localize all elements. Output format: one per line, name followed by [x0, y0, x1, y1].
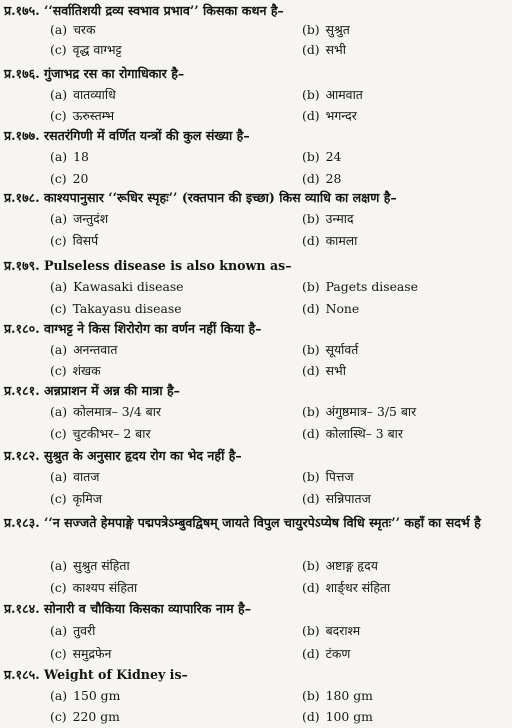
option-d — [302, 40, 346, 59]
option-text: सुश्रुत — [325, 22, 350, 37]
option-b — [302, 621, 360, 640]
question-number: प्र.१८१. — [4, 383, 40, 398]
option-label: (a) — [50, 469, 68, 484]
option-text: शार्ङ्धर संहिता — [325, 580, 391, 595]
question-text — [4, 445, 508, 466]
question-stem: वाग्भट्ट ने किस शिरोरोग का वर्णन नहीं किया है– — [43, 321, 262, 336]
option-text: जन्तुदंश — [73, 211, 109, 226]
question-text — [4, 598, 508, 619]
option-label: (d) — [302, 426, 320, 441]
option-b — [302, 467, 354, 486]
option-c — [50, 169, 88, 188]
option-b — [302, 340, 358, 359]
question-number: प्र.१८२. — [4, 448, 40, 463]
option-label: (d) — [302, 491, 320, 506]
option-text: Kawasaki disease — [73, 279, 184, 294]
option-a — [50, 20, 96, 39]
option-label: (d) — [302, 42, 320, 57]
option-label: (b) — [302, 211, 320, 226]
option-label: (a) — [50, 22, 68, 37]
option-label: (d) — [302, 108, 320, 123]
option-text: 28 — [325, 171, 342, 186]
question-number: प्र.१८५. — [4, 667, 40, 682]
option-label: (b) — [302, 87, 320, 102]
option-text: 220 gm — [72, 709, 120, 724]
option-text: आमवात — [325, 87, 363, 102]
option-text: भगन्दर — [325, 108, 357, 123]
option-d — [302, 489, 371, 508]
question-text — [4, 187, 508, 208]
option-d — [302, 106, 357, 125]
option-text: 24 — [325, 149, 342, 164]
option-c — [50, 644, 111, 663]
option-text: विसर्प — [72, 233, 99, 248]
option-c — [50, 578, 137, 597]
option-a — [50, 340, 117, 359]
question-text — [4, 63, 508, 84]
option-text: अष्टाङ्ग हृदय — [325, 558, 378, 573]
option-d — [302, 231, 357, 250]
option-text: कामला — [325, 233, 358, 248]
option-label: (a) — [50, 279, 68, 294]
option-d — [302, 578, 390, 597]
option-text: ऊरुस्तम्भ — [72, 108, 115, 123]
option-b — [302, 209, 354, 228]
option-a — [50, 147, 89, 166]
question-text — [4, 0, 508, 21]
option-label: (a) — [50, 623, 68, 638]
option-text: सूर्यावर्त — [325, 342, 359, 357]
option-label: (b) — [302, 149, 320, 164]
option-a — [50, 686, 120, 705]
option-label: (d) — [302, 363, 320, 378]
question-stem: ‘‘सर्वातिशयी द्रव्य स्वभाव प्रभाव’’ किसका कथन है– — [43, 3, 284, 18]
option-text: 20 — [72, 171, 89, 186]
question-number: प्र.१७८. — [4, 190, 40, 205]
option-c — [50, 299, 182, 318]
question-stem: सुश्रुत के अनुसार हृदय रोग का भेद नहीं है– — [43, 448, 242, 463]
question-stem: Pulseless disease is also known as– — [43, 258, 292, 273]
option-label: (d) — [302, 301, 320, 316]
option-label: (d) — [302, 580, 320, 595]
question-text — [4, 255, 508, 276]
question-number: प्र.१८३. — [4, 515, 40, 530]
option-c — [50, 231, 98, 250]
option-text: वातव्याधि — [73, 87, 116, 102]
option-text: वृद्ध वाग्भट्ट — [72, 42, 122, 57]
option-a — [50, 621, 95, 640]
question-number: प्र.१७६. — [4, 66, 40, 81]
question-stem: Weight of Kidney is– — [43, 667, 188, 682]
option-label: (b) — [302, 558, 320, 573]
option-label: (b) — [302, 279, 320, 294]
option-b — [302, 556, 378, 575]
option-b — [302, 402, 416, 421]
option-text: कोलास्थि– 3 बार — [325, 426, 403, 441]
option-label: (b) — [302, 688, 320, 703]
option-label: (a) — [50, 688, 68, 703]
option-text: सन्निपातज — [325, 491, 371, 506]
option-label: (a) — [50, 342, 68, 357]
question-text — [4, 664, 508, 685]
option-label: (c) — [50, 709, 67, 724]
option-text: तुवरी — [73, 623, 96, 638]
option-text: 100 gm — [325, 709, 373, 724]
option-text: कोलमात्र– 3/4 बार — [73, 404, 162, 419]
option-c — [50, 106, 114, 125]
option-c — [50, 424, 151, 443]
option-label: (c) — [50, 363, 67, 378]
question-number: प्र.१८०. — [4, 321, 40, 336]
option-a — [50, 85, 116, 104]
question-number: प्र.१८४. — [4, 601, 40, 616]
option-label: (c) — [50, 108, 67, 123]
option-b — [302, 686, 373, 705]
option-label: (a) — [50, 87, 68, 102]
option-text: कृमिज — [72, 491, 102, 506]
option-c — [50, 40, 122, 59]
option-a — [50, 277, 184, 296]
option-label: (d) — [302, 709, 320, 724]
option-text: 150 gm — [73, 688, 121, 703]
option-c — [50, 489, 102, 508]
option-text: वातज — [73, 469, 100, 484]
option-d — [302, 424, 403, 443]
option-text: काश्यप संहिता — [72, 580, 138, 595]
question-stem: अन्नप्राशन में अन्न की मात्रा है– — [43, 383, 180, 398]
question-text — [4, 318, 508, 339]
option-text: चरक — [73, 22, 96, 37]
option-text: Takayasu disease — [72, 301, 182, 316]
option-label: (c) — [50, 580, 67, 595]
option-label: (d) — [302, 646, 320, 661]
option-c — [50, 707, 120, 726]
option-text: सुश्रुत संहिता — [73, 558, 130, 573]
option-text: Pagets disease — [325, 279, 418, 294]
option-text: None — [325, 301, 360, 316]
option-label: (c) — [50, 426, 67, 441]
question-stem: काश्यपानुसार ‘‘रूधिर स्पृहः’’ (रक्तपान की इच्छा) किस व्याधि का लक्षण है– — [43, 190, 397, 205]
option-label: (b) — [302, 404, 320, 419]
option-text: समुद्रफेन — [72, 646, 112, 661]
question-stem: सोनारी व चौकिया किसका व्यापारिक नाम है– — [43, 601, 252, 616]
option-label: (a) — [50, 404, 68, 419]
option-label: (c) — [50, 301, 67, 316]
question-text — [4, 380, 508, 401]
option-text: सभी — [325, 363, 346, 378]
option-text: चुटकीभर– 2 बार — [72, 426, 151, 441]
option-text: शंखक — [72, 363, 101, 378]
option-text: बदराश्म — [325, 623, 361, 638]
question-number: प्र.१७५. — [4, 3, 40, 18]
option-b — [302, 85, 363, 104]
option-d — [302, 361, 346, 380]
option-b — [302, 147, 341, 166]
option-label: (c) — [50, 42, 67, 57]
question-stem: गुंजाभद्र रस का रोगाधिकार है– — [43, 66, 185, 81]
option-text: पित्तज — [325, 469, 354, 484]
option-text: 18 — [73, 149, 89, 164]
option-label: (c) — [50, 646, 67, 661]
question-number: प्र.१७७. — [4, 128, 40, 143]
option-text: अनन्तवात — [73, 342, 118, 357]
question-text — [4, 125, 508, 146]
option-text: सभी — [325, 42, 346, 57]
option-a — [50, 402, 161, 421]
option-text: अंगुष्ठमात्र– 3/5 बार — [325, 404, 417, 419]
option-c — [50, 361, 101, 380]
option-text: 180 gm — [325, 688, 373, 703]
option-label: (b) — [302, 469, 320, 484]
option-d — [302, 299, 359, 318]
option-b — [302, 277, 418, 296]
option-a — [50, 556, 130, 575]
option-label: (d) — [302, 233, 320, 248]
option-label: (b) — [302, 342, 320, 357]
option-label: (d) — [302, 171, 320, 186]
question-stem: ‘‘न सज्जते हेमपाङ्गे पद्मपत्रेऽम्बुवद्विषम् जायते विपुल चायुरपेऽप्येष विधि स्मृतः’’ कहाँ का सदर्भ है — [43, 515, 481, 530]
option-d — [302, 644, 350, 663]
question-number: प्र.१७९. — [4, 258, 40, 273]
option-text: उन्माद — [325, 211, 354, 226]
option-label: (a) — [50, 211, 68, 226]
question-stem: रसतरंगिणी में वर्णित यन्त्रों की कुल संख्या है– — [43, 128, 250, 143]
option-label: (a) — [50, 149, 68, 164]
option-a — [50, 209, 108, 228]
option-label: (b) — [302, 623, 320, 638]
option-label: (c) — [50, 233, 67, 248]
option-label: (a) — [50, 558, 68, 573]
option-label: (c) — [50, 491, 67, 506]
option-text: टंकण — [325, 646, 351, 661]
option-label: (c) — [50, 171, 67, 186]
option-b — [302, 20, 350, 39]
option-d — [302, 169, 341, 188]
option-d — [302, 707, 373, 726]
option-a — [50, 467, 99, 486]
option-label: (b) — [302, 22, 320, 37]
question-text — [4, 512, 508, 534]
